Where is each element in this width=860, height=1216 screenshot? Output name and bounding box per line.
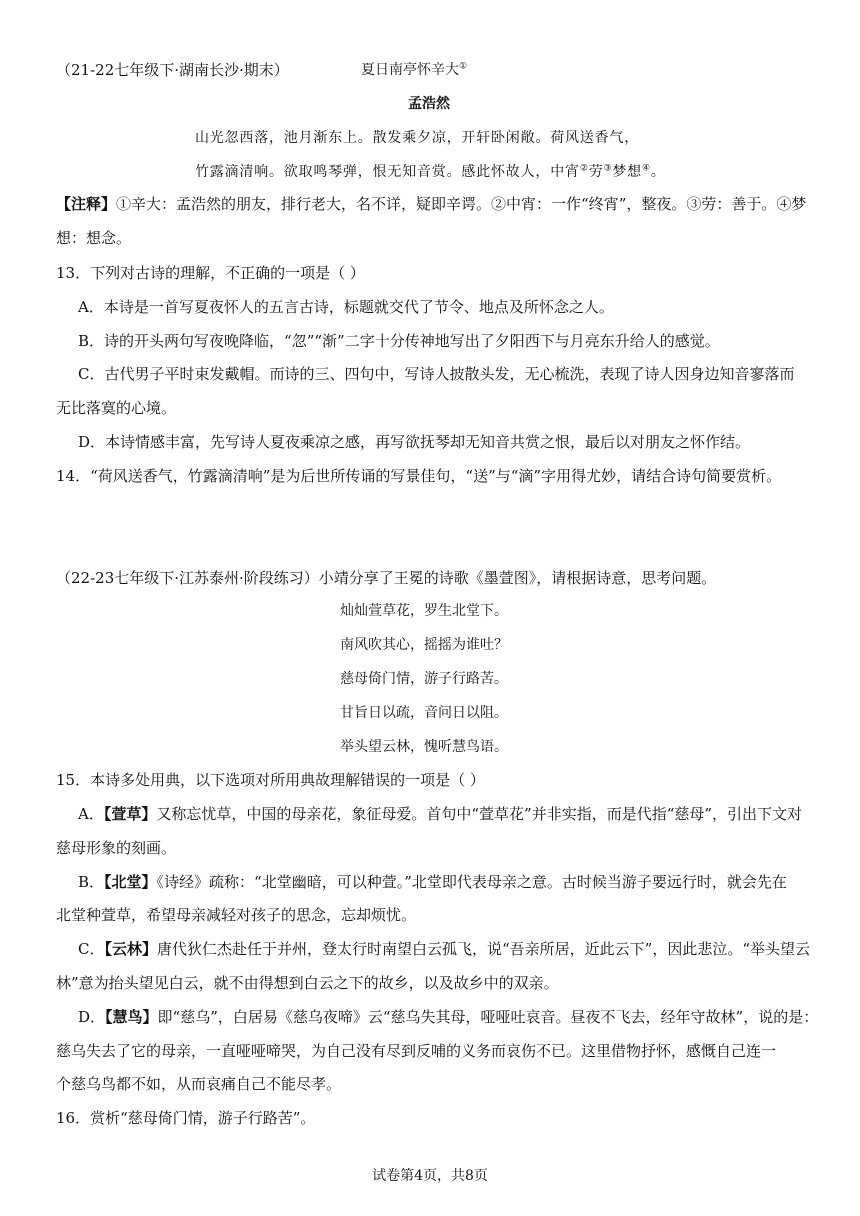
option-text: 又称忘忧草，中国的母亲花，象征母爱。首句中“萱草花”并非实指，而是代指“慈母”，引出下文对 [156,805,803,823]
footnote-marker: ④ [641,163,651,174]
option-c [78,939,810,959]
poem-title-text: 夏日南亭怀辛大 [361,62,459,78]
poem-author: 孟浩然 [408,96,450,112]
option-a-cont: 慈母形象的刻画。 [56,839,177,857]
poem-line: 灿灿萱草花，罗生北堂下。 [340,603,508,619]
annotation-text: ①辛大：孟浩然的朋友，排行老大，名不详，疑即辛谔。②中宵：一作“终宵”，整夜。③劳：善于。④梦 [116,195,807,213]
question-14-stem: 14．“荷风送香气，竹露滴清响”是为后世所传诵的写景佳句，“送”与“滴”字用得尤妙，请结合诗句简要赏析。 [56,467,782,485]
option-term: 【萱草】 [103,805,157,823]
footnote-marker: ③ [603,163,613,174]
option-letter: A． [78,805,104,823]
poem-line: 慈母倚门情，游子行路苦。 [340,671,508,687]
option-letter: D． [78,1008,106,1026]
page-footer: 试卷第4页，共8页 [372,1168,488,1184]
option-letter: C． [78,940,105,958]
option-d: D．本诗情感丰富，先写诗人夏夜乘凉之感，再写欲抚琴却无知音共赏之恨，最后以对朋友之怀作结。 [78,433,751,451]
option-letter: B． [78,873,105,891]
option-c: C．古代男子平时束发戴帽。而诗的三、四句中，写诗人披散头发，无心梳洗，表现了诗人因身边知音寥落而 [78,365,795,383]
poem-line: 举头望云林，愧听慧鸟语。 [340,739,508,755]
poem-title [361,60,467,80]
option-d-cont: 个慈乌鸟都不如，从而哀痛自己不能尽孝。 [56,1075,342,1093]
option-a [78,804,802,824]
option-b [78,872,787,892]
question-13-stem: 13．下列对古诗的理解，不正确的一项是（ ） [56,264,365,282]
footnote-marker: ② [579,163,589,174]
annotation-label: 【注释】 [56,195,117,213]
footnote-marker: ① [459,61,468,72]
question-16-stem: 16．赏析“慈母倚门情，游子行路苦”。 [56,1109,316,1127]
poem-text: 劳 [588,164,604,180]
annotation-text: 想：想念。 [56,229,132,247]
option-a: A．本诗是一首写夏夜怀人的五言古诗，标题就交代了节令、地点及所怀念之人。 [78,298,614,316]
option-text: 唐代狄仁杰赴任于并州，登太行时南望白云孤飞，说“吾亲所居，近此云下”，因此悲泣。“举头望云 [157,940,811,958]
option-term: 【北堂】 [104,873,157,891]
option-text: 《诗经》疏称：“北堂幽暗，可以种萱。”北堂即代表母亲之意。古时候当游子要远行时，就会先在 [156,873,787,891]
poem-text: 竹露滴清响。欲取鸣琴弹，恨无知音赏。感此怀故人，中宵 [195,164,580,180]
annotation [56,194,806,214]
poem-line: 甘旨日以疏，音问日以阻。 [340,705,508,721]
option-b-cont: 北堂种萱草，希望母亲减轻对孩子的思念，忘却烦忧。 [56,906,417,924]
option-b: B．诗的开头两句写夜晚降临，“忽”“渐”二字十分传神地写出了夕阳西下与月亮东升给人的感觉。 [78,332,720,350]
source-label: （21-22七年级下·湖南长沙·期末） [56,61,289,79]
section-intro: （22-23七年级下·江苏泰州·阶段练习）小靖分享了王冕的诗歌《墨萱图》，请根据诗意，思考问题。 [56,569,717,587]
poem-line: 南风吹其心，摇摇为谁吐？ [340,637,508,653]
option-term: 【慧鸟】 [105,1008,158,1026]
poem-line [195,162,666,182]
option-d [78,1007,818,1027]
option-c-cont: 无比落寞的心境。 [56,399,177,417]
option-term: 【云林】 [104,940,157,958]
poem-text: 。 [650,164,666,180]
option-text: 即“慈乌”，白居易《慈乌夜啼》云“慈乌失其母，哑哑吐哀音。昼夜不飞去，经年守故林”，说的是： [157,1008,819,1026]
option-d-cont: 慈乌失去了它的母亲，一直哑哑啼哭，为自己没有尽到反哺的义务而哀伤不已。这里借物抒怀，感慨自己连一 [56,1042,777,1060]
poem-text: 梦想 [612,164,642,180]
question-15-stem: 15．本诗多处用典，以下选项对所用典故理解错误的一项是（ ） [56,771,485,789]
option-c-cont: 林”意为抬头望见白云，就不由得想到白云之下的故乡，以及故乡中的双亲。 [56,974,559,992]
poem-line: 山光忽西落，池月渐东上。散发乘夕凉，开轩卧闲敞。荷风送香气， [195,130,639,146]
